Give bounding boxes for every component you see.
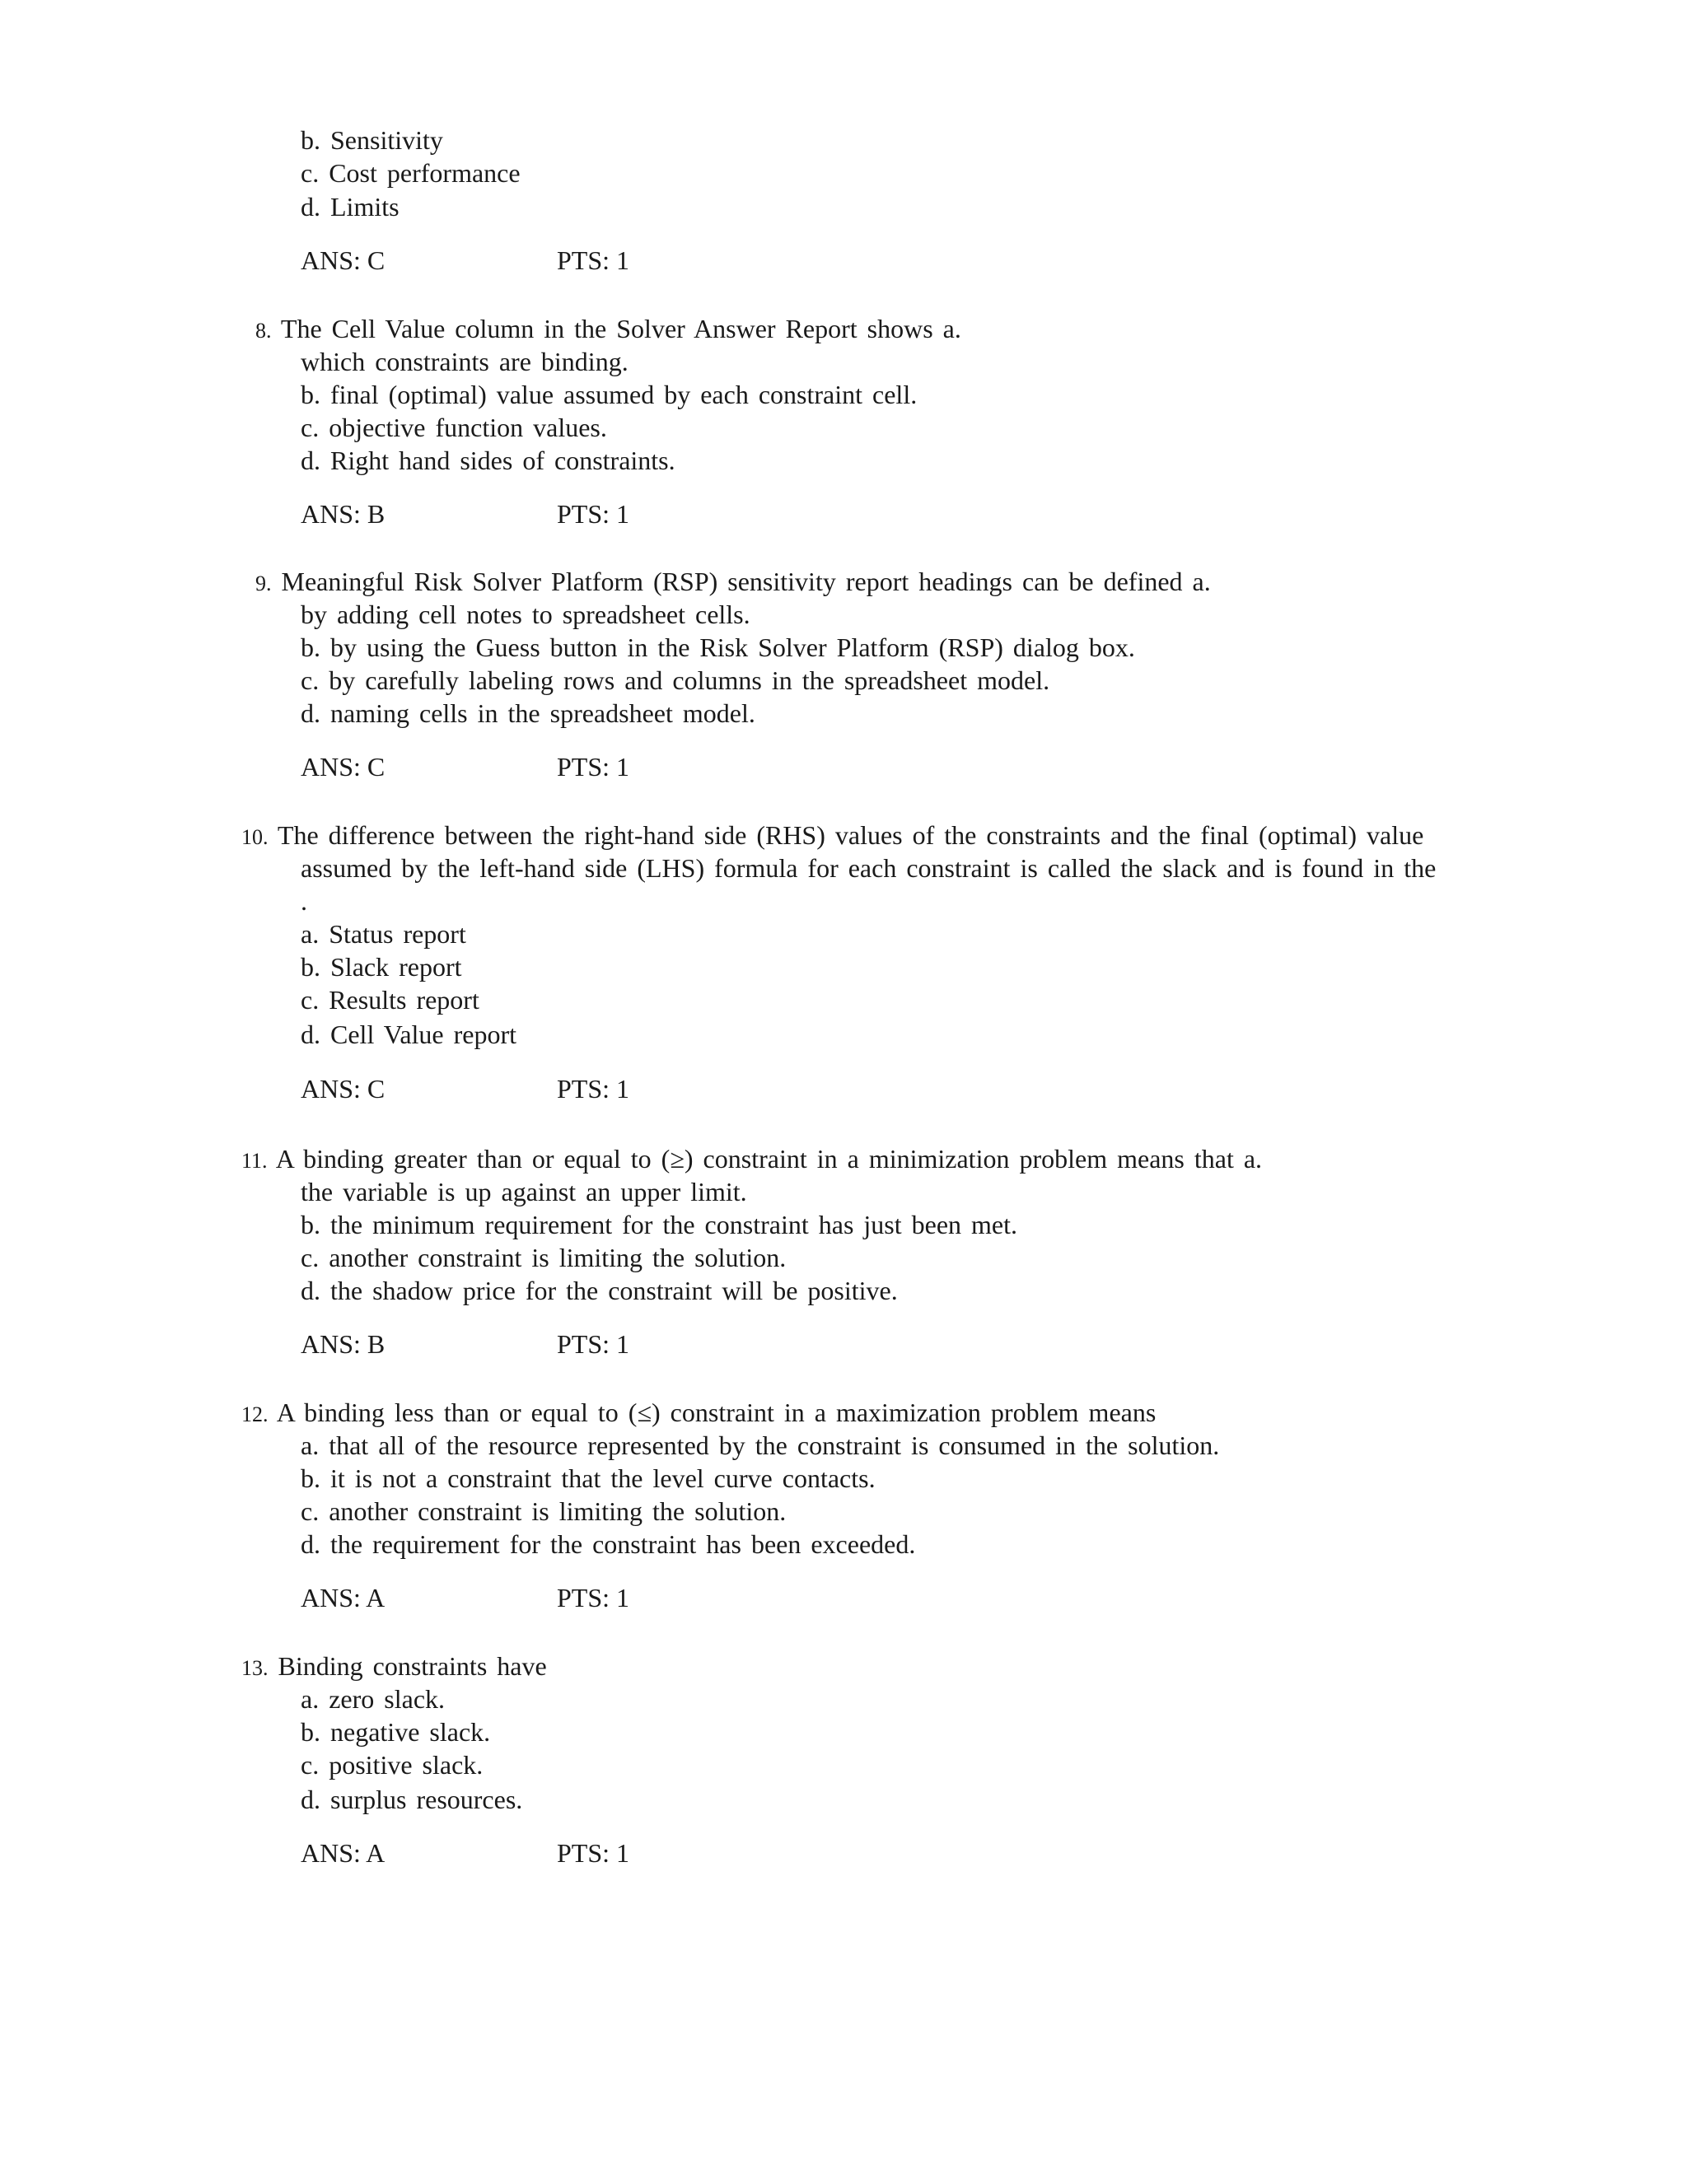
question-8-option-b: b. final (optimal) value assumed by each constraint cell. bbox=[301, 380, 918, 409]
question-11-option-a: the variable is up against an upper limit. bbox=[301, 1177, 747, 1206]
question-13-answer: ANS: A bbox=[301, 1838, 386, 1868]
question-13-points: PTS: 1 bbox=[557, 1838, 630, 1868]
question-number: 10. bbox=[241, 825, 269, 849]
question-number: 13. bbox=[241, 1656, 269, 1680]
question-number: 12. bbox=[241, 1402, 269, 1426]
question-9-option-d: d. naming cells in the spreadsheet model. bbox=[301, 698, 755, 728]
question-12-stem bbox=[241, 1396, 1156, 1431]
question-12-answer: ANS: A bbox=[301, 1583, 386, 1612]
question-number: 9. bbox=[255, 572, 272, 595]
question-13-stem bbox=[241, 1650, 547, 1685]
question-11-option-d: d. the shadow price for the constraint will be positive. bbox=[301, 1276, 898, 1305]
question-text: Binding constraints have bbox=[278, 1651, 547, 1681]
question-12-option-c: c. another constraint is limiting the solution. bbox=[301, 1496, 787, 1526]
question-13-option-b: b. negative slack. bbox=[301, 1717, 491, 1747]
prev-option-d: d. Limits bbox=[301, 192, 400, 222]
question-11-answer: ANS: B bbox=[301, 1329, 386, 1359]
question-11-stem bbox=[241, 1142, 1262, 1178]
question-12-points: PTS: 1 bbox=[557, 1583, 630, 1612]
prev-points: PTS: 1 bbox=[557, 245, 630, 275]
question-12-option-d: d. the requirement for the constraint has been exceeded. bbox=[301, 1529, 916, 1559]
question-text: A binding greater than or equal to (≥) constraint in a minimization problem means that a. bbox=[275, 1144, 1263, 1174]
question-10-stem bbox=[241, 819, 1423, 854]
question-text: Meaningful Risk Solver Platform (RSP) sensitivity report headings can be defined a. bbox=[281, 567, 1211, 596]
question-text: The difference between the right-hand side (RHS) values of the constraints and the final (optimal) value bbox=[277, 820, 1424, 850]
question-8-points: PTS: 1 bbox=[557, 499, 630, 529]
question-11-points: PTS: 1 bbox=[557, 1329, 630, 1359]
question-10-option-a: a. Status report bbox=[301, 919, 466, 949]
question-text: The Cell Value column in the Solver Answer Report shows a. bbox=[280, 314, 961, 343]
question-8-option-c: c. objective function values. bbox=[301, 413, 607, 442]
prev-option-b: b. Sensitivity bbox=[301, 125, 443, 155]
question-number: 11. bbox=[241, 1149, 268, 1173]
question-number: 8. bbox=[255, 319, 272, 343]
question-13-option-a: a. zero slack. bbox=[301, 1684, 446, 1714]
question-10-option-b: b. Slack report bbox=[301, 952, 462, 982]
question-10-points: PTS: 1 bbox=[557, 1074, 630, 1104]
question-11-option-b: b. the minimum requirement for the constraint has just been met. bbox=[301, 1210, 1018, 1239]
question-10-option-d: d. Cell Value report bbox=[301, 1020, 517, 1049]
question-10-answer: ANS: C bbox=[301, 1074, 386, 1104]
question-13-option-d: d. surplus resources. bbox=[301, 1785, 523, 1814]
question-13-option-c: c. positive slack. bbox=[301, 1750, 484, 1780]
question-11-option-c: c. another constraint is limiting the solution. bbox=[301, 1243, 787, 1272]
question-9-points: PTS: 1 bbox=[557, 752, 630, 782]
prev-answer: ANS: C bbox=[301, 245, 386, 275]
question-9-option-b: b. by using the Guess button in the Risk Solver Platform (RSP) dialog box. bbox=[301, 632, 1135, 662]
question-text: A binding less than or equal to (≤) constraint in a maximization problem means bbox=[276, 1398, 1157, 1427]
question-10-stem-line-2: assumed by the left-hand side (LHS) formula for each constraint is called the slack and is found in the bbox=[301, 853, 1437, 883]
question-10-stem-line-3: . bbox=[301, 886, 307, 916]
question-8-option-a: which constraints are binding. bbox=[301, 347, 629, 376]
question-9-option-a: by adding cell notes to spreadsheet cells. bbox=[301, 600, 750, 629]
question-9-answer: ANS: C bbox=[301, 752, 386, 782]
question-9-option-c: c. by carefully labeling rows and columns in the spreadsheet model. bbox=[301, 665, 1050, 695]
question-9-stem bbox=[255, 565, 1211, 600]
question-8-answer: ANS: B bbox=[301, 499, 386, 529]
prev-option-c: c. Cost performance bbox=[301, 158, 521, 188]
question-8-stem bbox=[255, 312, 961, 348]
question-10-option-c: c. Results report bbox=[301, 985, 479, 1015]
question-8-option-d: d. Right hand sides of constraints. bbox=[301, 446, 675, 475]
question-12-option-b: b. it is not a constraint that the level curve contacts. bbox=[301, 1463, 876, 1493]
question-12-option-a: a. that all of the resource represented by the constraint is consumed in the solution. bbox=[301, 1430, 1220, 1460]
